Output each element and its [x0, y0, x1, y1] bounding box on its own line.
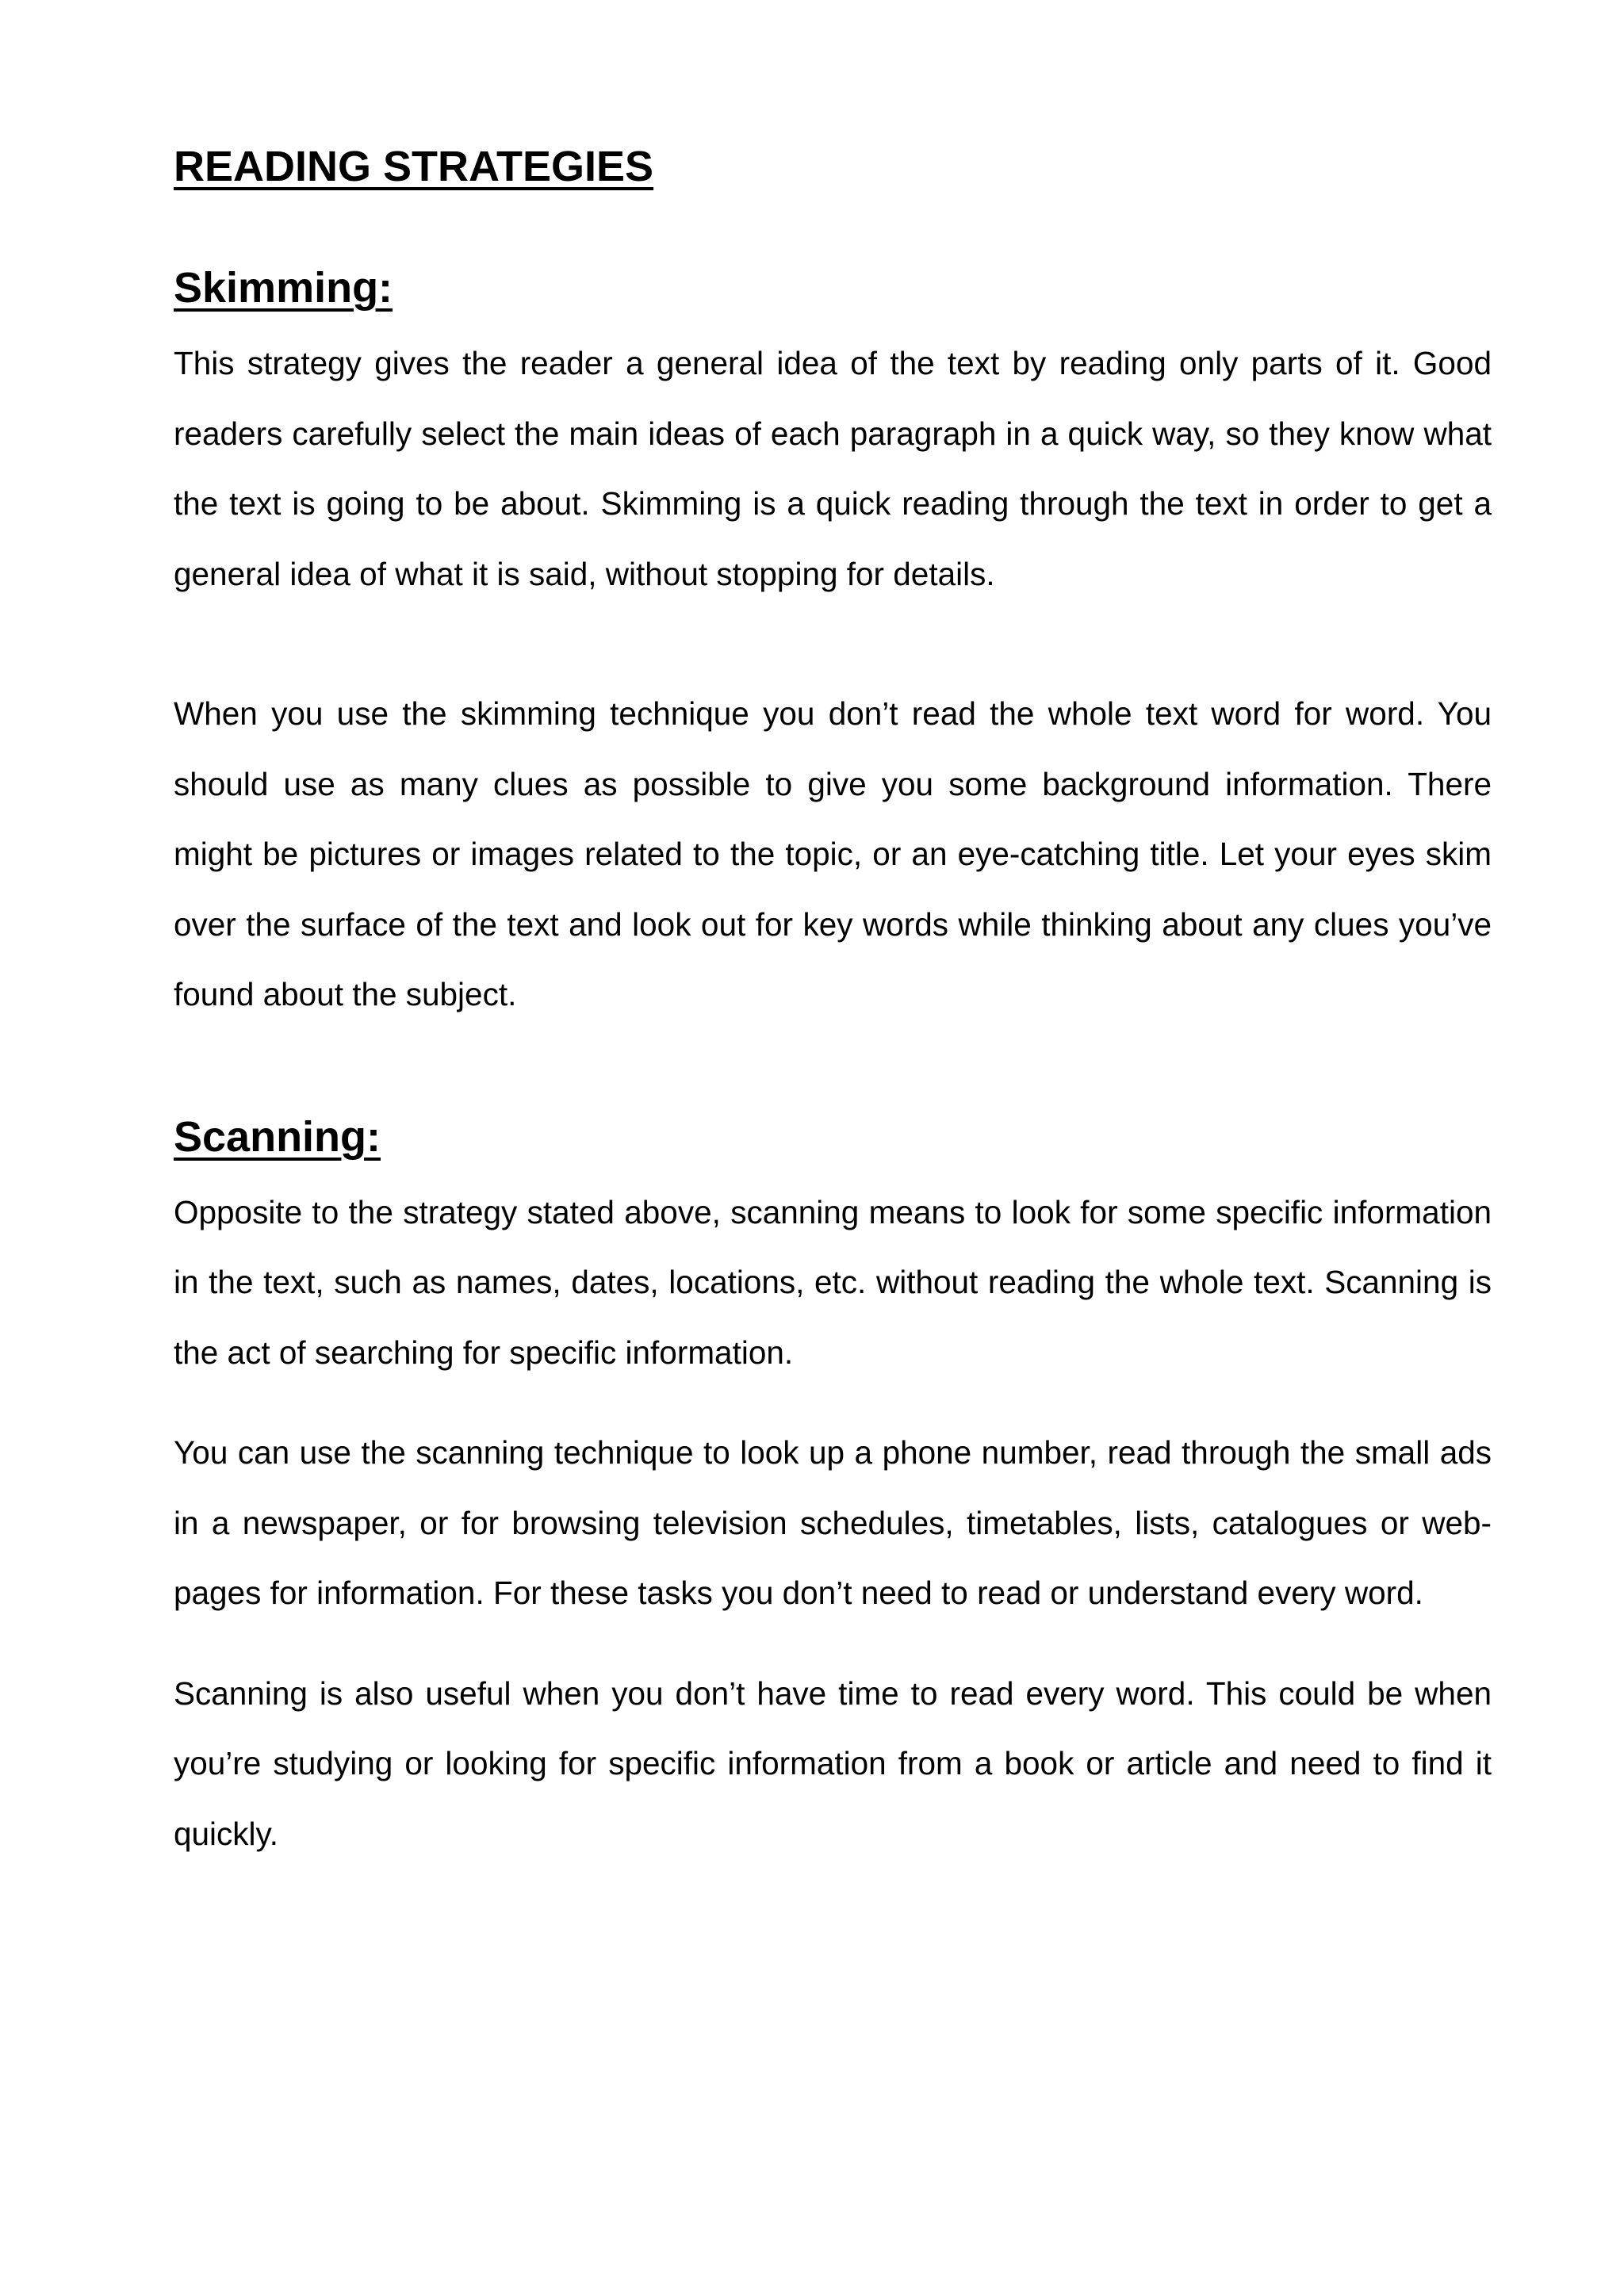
- section-heading-skimming: Skimming:: [174, 264, 393, 312]
- document-title: READING STRATEGIES: [174, 143, 654, 190]
- document-body: [174, 136, 1492, 1869]
- section-heading-scanning: Scanning:: [174, 1112, 381, 1161]
- skimming-paragraph-2: When you use the skimming technique you don’t read the whole text word for word. You should use as many clues as possible to give you some background information. There might be pictures or images related to the topic, or an eye-catching title. Let your eyes skim over the surface of the text and look out for key words while thinking about any clues you’ve found about the subject.: [174, 695, 1492, 1012]
- scanning-paragraph-1: Opposite to the strategy stated above, scanning means to look for some specific information in the text, such as names, dates, locations, etc. without reading the whole text. Scanning is the act of searching for specific information.: [174, 1193, 1492, 1371]
- scanning-paragraph-2: You can use the scanning technique to look up a phone number, read through the small ads in a newspaper, or for browsing television schedules, timetables, lists, catalogues or web-pages for information. For these tasks you don’t need to read or understand every word.: [174, 1434, 1492, 1611]
- skimming-paragraph-1: This strategy gives the reader a general idea of the text by reading only parts of it. Good readers carefully select the main ideas of each paragraph in a quick way, so they know what the text is going to be about. Skimming is a quick reading through the text in order to get a general idea of what it is said, without stopping for details.: [174, 345, 1492, 592]
- scanning-paragraph-3: Scanning is also useful when you don’t have time to read every word. This could be when you’re studying or looking for specific information from a book or article and need to find it quickly.: [174, 1674, 1492, 1852]
